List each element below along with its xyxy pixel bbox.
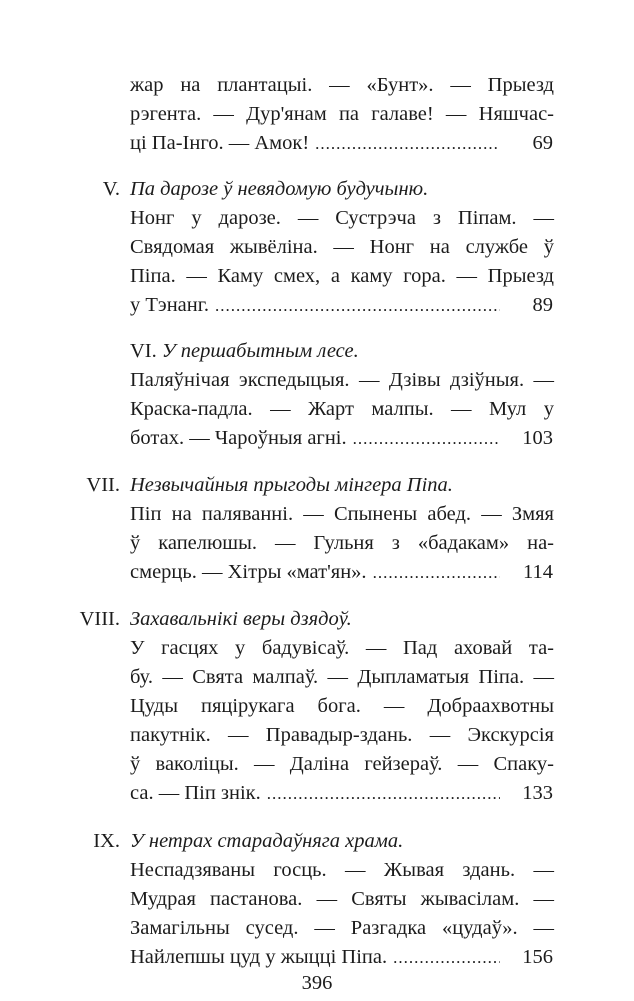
toc-line: бу. — Свята малпаў. — Дыпламатыя Піпа. — bbox=[130, 666, 554, 688]
page-ref: 103 bbox=[522, 427, 553, 449]
toc-line: жар на плантацыі. — «Бунт». — Прыезд bbox=[130, 74, 554, 96]
toc-line: Замагільны сусед. — Разгадка «цудаў». — bbox=[130, 917, 554, 939]
toc-line: пакутнік. — Правадыр-здань. — Экскурсія bbox=[130, 724, 554, 746]
leader-dots bbox=[347, 424, 500, 454]
chapter-number: IX. bbox=[93, 830, 120, 852]
page-ref: 156 bbox=[522, 946, 553, 968]
leader-dots bbox=[367, 558, 500, 588]
page-ref: 114 bbox=[523, 561, 553, 583]
chapter-number: V. bbox=[102, 178, 120, 200]
chapter-number: VI. bbox=[130, 340, 157, 362]
chapter-title: Незвычайныя прыгоды мінгера Піпа. bbox=[130, 474, 453, 496]
toc-last-line bbox=[130, 128, 500, 158]
toc-line: Піпа. — Каму смех, а каму гора. — Прыезд bbox=[130, 265, 554, 287]
page-ref: 133 bbox=[522, 782, 553, 804]
toc-line: ў капелюшы. — Гульня з «бадакам» на- bbox=[130, 532, 554, 554]
chapter-title: У нетрах старадаўняга храма. bbox=[130, 830, 404, 852]
toc-line: Свядомая жывёліна. — Нонг на службе ў bbox=[130, 236, 554, 258]
chapter-title: У першабытным лесе. bbox=[161, 340, 359, 362]
page-ref: 89 bbox=[532, 294, 553, 316]
toc-line-text: са. — Піп знік. bbox=[130, 782, 261, 804]
toc-line-text: ботах. — Чароўныя агні. bbox=[130, 427, 347, 449]
leader-dots bbox=[261, 779, 500, 809]
chapter-title-line bbox=[130, 336, 554, 366]
leader-dots bbox=[209, 291, 500, 321]
toc-line: Паляўнічая экспедыцыя. — Дзівы дзіўныя. — bbox=[130, 369, 554, 391]
toc-line: ў ваколіцы. — Даліна гейзераў. — Спаку- bbox=[130, 753, 554, 775]
toc-last-line bbox=[130, 557, 500, 587]
toc-line: Цуды пяцірукага бога. — Добраахвотны bbox=[130, 695, 554, 717]
toc-last-line bbox=[130, 778, 500, 808]
toc-line-text: смерць. — Хітры «мат'ян». bbox=[130, 561, 367, 583]
chapter-number: VII. bbox=[86, 474, 120, 496]
toc-line-text: Найлепшы цуд у жыцці Піпа. bbox=[130, 946, 388, 968]
toc-line: Мудрая пастанова. — Святы жывасілам. — bbox=[130, 888, 554, 910]
toc-line: Неспадзяваны госць. — Жывая здань. — bbox=[130, 859, 554, 881]
leader-dots bbox=[309, 129, 500, 159]
toc-line-text: у Тэнанг. bbox=[130, 294, 209, 316]
toc-line: Піп на паляванні. — Спынены абед. — Змяя bbox=[130, 503, 554, 525]
chapter-number: VIII. bbox=[79, 608, 120, 630]
chapter-title: Па дарозе ў невядомую будучыню. bbox=[130, 178, 429, 200]
chapter-title: Захавальнікі веры дзядоў. bbox=[130, 608, 352, 630]
toc-line: У гасцях у бадувісаў. — Пад аховай та- bbox=[130, 637, 554, 659]
page-ref: 69 bbox=[532, 132, 553, 154]
toc-line: рэгента. — Дур'янам па галаве! — Няшчас- bbox=[130, 103, 554, 125]
page-number: 396 bbox=[301, 972, 333, 994]
toc-last-line bbox=[130, 423, 500, 453]
toc-line: Нонг у дарозе. — Сустрэча з Піпам. — bbox=[130, 207, 554, 229]
toc-line-text: ці Па-Інго. — Амок! bbox=[130, 132, 310, 154]
toc-line: Краска-падла. — Жарт малпы. — Мул у bbox=[130, 398, 554, 420]
toc-last-line bbox=[130, 290, 500, 320]
